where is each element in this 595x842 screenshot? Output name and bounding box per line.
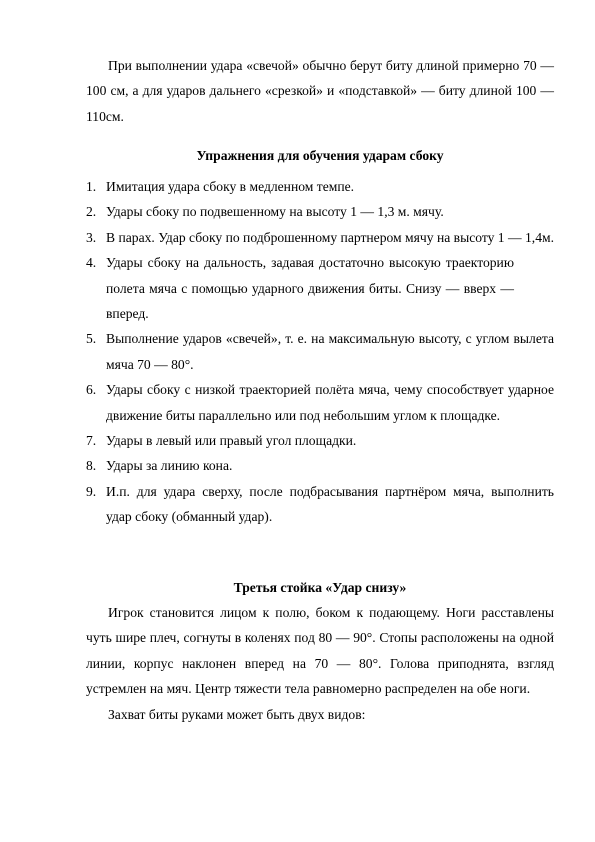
item-number: 5. [86, 331, 97, 347]
grip-paragraph: Захват биты руками может быть двух видов: [108, 706, 366, 722]
list-item [86, 174, 554, 199]
list-item [86, 479, 554, 530]
item-number: 6. [86, 382, 97, 398]
stance-block [86, 600, 554, 727]
list-item [86, 199, 554, 224]
item-text: И.п. для удара сверху, после подбрасывания партнёром мяча, выполнить удар сбоку (обманный удар). [106, 483, 554, 525]
item-text: Удары сбоку на дальность, задавая достаточно высокую траекторию полета мяча с помощью ударного движения биты. Снизу — вверх — вперед. [106, 255, 514, 322]
item-number: 2. [86, 204, 97, 220]
item-number: 4. [86, 255, 97, 271]
item-text: В парах. Удар сбоку по подброшенному партнером мячу на высоту 1 — 1,4м. [106, 229, 554, 245]
exercise-list [86, 174, 554, 530]
list-item [86, 428, 554, 453]
item-number: 8. [86, 458, 97, 474]
item-text: Имитация удара сбоку в медленном темпе. [106, 179, 355, 194]
list-item [86, 453, 554, 478]
item-text: Удары сбоку с низкой траекторией полёта мяча, чему способствует ударное движение биты параллельно или под небольшим углом к площадке. [106, 382, 554, 423]
list-item [86, 250, 554, 326]
item-text: Удары в левый или правый угол площадки. [106, 433, 357, 449]
stance-paragraph: Игрок становится лицом к полю, боком к подающему. Ноги расставлены чуть шире плеч, согнуты в коленях под 80 — 90°. Стопы расположены на одной линии, корпус наклонен вперед на 70 — 80°. Голова приподнята, взгляд устремлен на мяч. Центр тяжести тела равномерно распределен на обе ноги. [86, 605, 554, 697]
item-number: 9. [86, 483, 97, 499]
section-heading-third-stance: Третья стойка «Удар снизу» [233, 580, 407, 595]
section-heading-side-strikes: Упражнения для обучения ударам сбоку [196, 148, 444, 163]
list-item [86, 326, 554, 377]
item-text: Удары за линию кона. [106, 458, 233, 474]
item-number: 3. [86, 229, 97, 245]
list-item [86, 377, 554, 428]
list-item [86, 225, 554, 250]
intro-block [86, 53, 554, 129]
item-number: 1. [86, 179, 97, 194]
intro-paragraph: При выполнении удара «свечой» обычно берут биту длиной примерно 70 — 100 см, а для ударов дальнего «срезкой» и «подставкой» — биту длиной 100 — 110см. [86, 58, 554, 124]
item-number: 7. [86, 433, 97, 449]
item-text: Удары сбоку по подвешенному на высоту 1 — 1,3 м. мячу. [106, 204, 444, 220]
item-text: Выполнение ударов «свечей», т. е. на максимальную высоту, с углом вылета мяча 70 — 80°. [106, 331, 554, 372]
